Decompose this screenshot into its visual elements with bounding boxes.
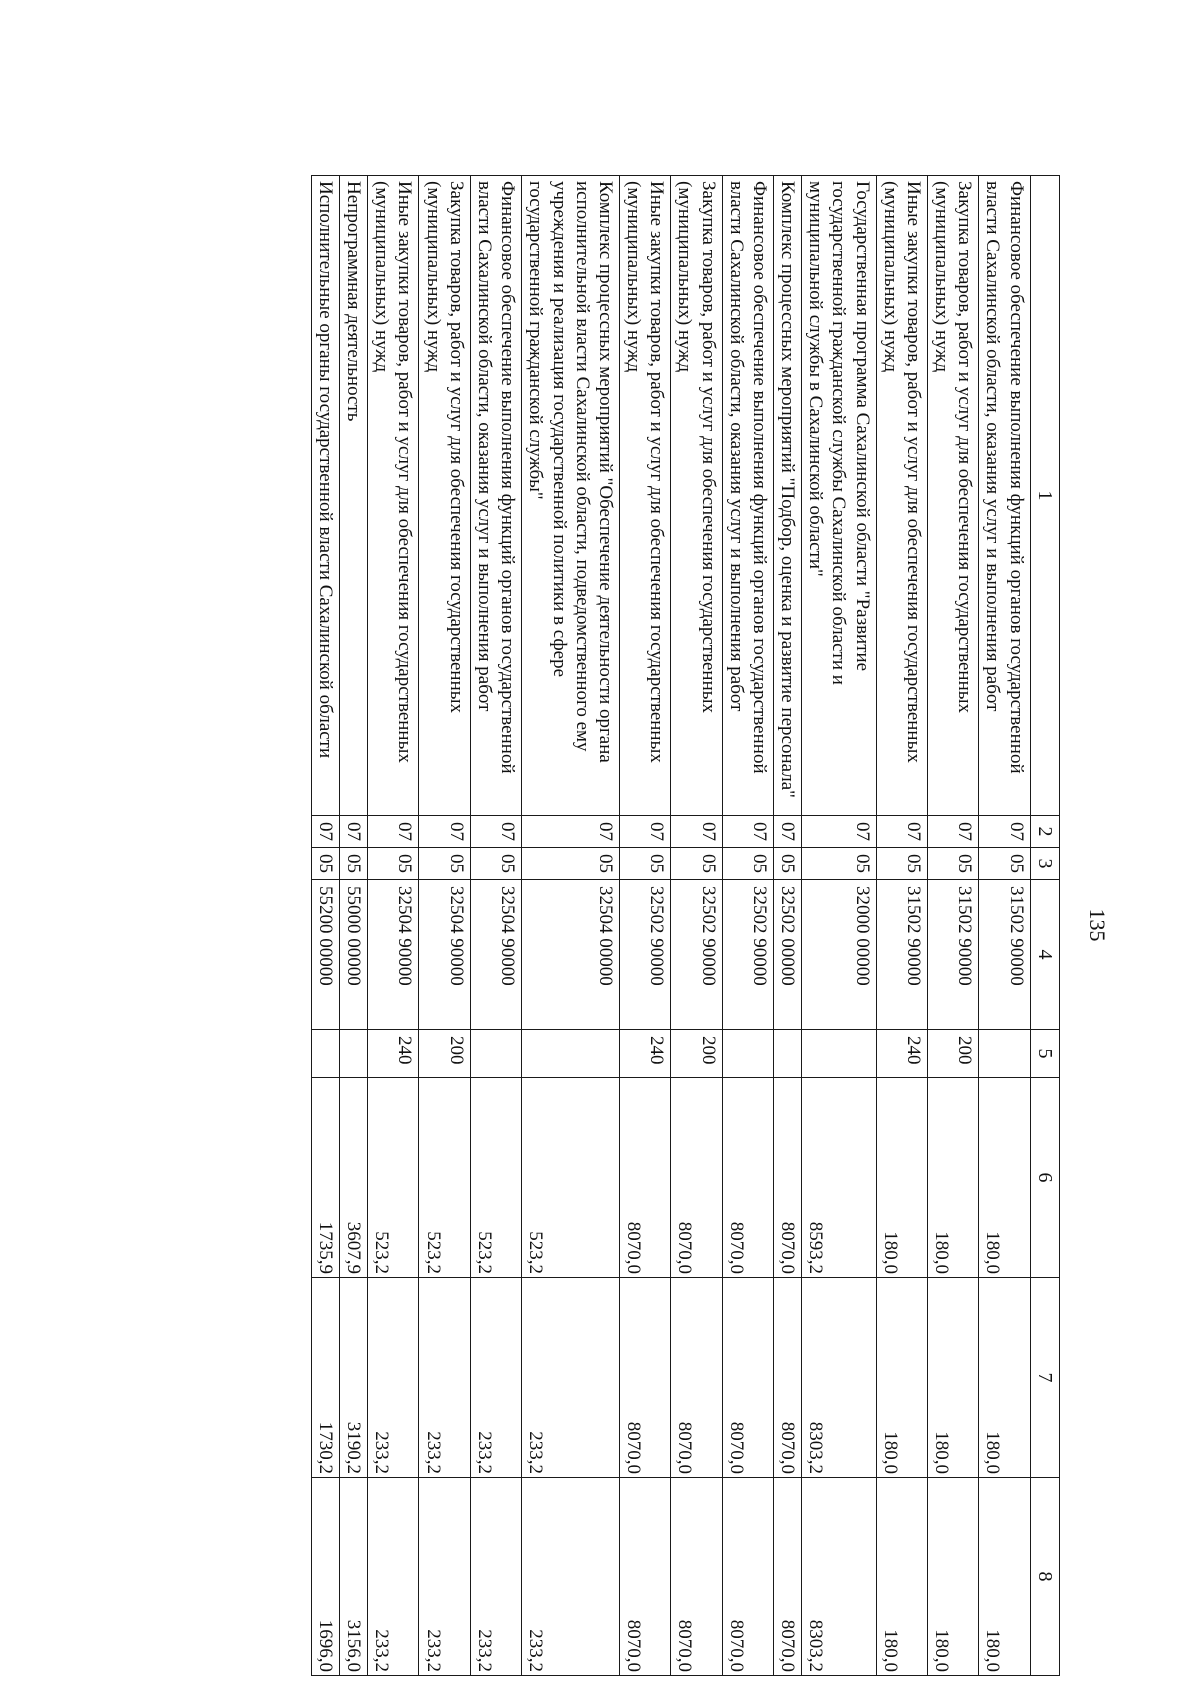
row-target-article: 32502 90000 [671,880,722,1030]
row-expense-type [802,1030,877,1078]
row-section: 07 [979,816,1030,848]
header-col-1: 1 [1030,176,1059,816]
row-subsection: 05 [339,848,367,880]
row-amount-col6: 8070,0 [671,1078,722,1278]
header-col-2: 2 [1030,816,1059,848]
row-name: Финансовое обеспечение выполнения функций органов государственной власти Сахалинской области, оказания услуг и выполнения работ [979,176,1030,816]
row-subsection: 05 [470,848,521,880]
row-name: Комплекс процессных мероприятий "Обеспечение деятельности органа исполнительной власти Сахалинской области, подведомственного ему учреждения и реализация государственной политики в сфере государственной гражданской службы" [522,176,620,816]
row-amount-col8: 180,0 [979,1478,1030,1676]
row-section: 07 [339,816,367,848]
row-amount-col8: 180,0 [927,1478,978,1676]
row-section: 07 [671,816,722,848]
row-amount-col6: 180,0 [927,1078,978,1278]
row-expense-type [339,1030,367,1078]
row-section: 07 [470,816,521,848]
table-row [773,176,801,1676]
row-amount-col8: 8303,2 [802,1478,877,1676]
row-amount-col8: 3156,0 [339,1478,367,1676]
header-col-7: 7 [1030,1278,1059,1478]
row-target-article: 55000 00000 [339,880,367,1030]
row-name: Закупка товаров, работ и услуг для обеспечения государственных (муниципальных) нужд [927,176,978,816]
row-amount-col7: 8303,2 [802,1278,877,1478]
row-amount-col7: 233,2 [470,1278,521,1478]
row-amount-col8: 233,2 [368,1478,419,1676]
budget-table [311,175,1060,1676]
row-amount-col7: 233,2 [522,1278,620,1478]
row-section: 07 [876,816,927,848]
rotated-document-page [80,175,1110,1675]
row-expense-type [311,1030,339,1078]
row-amount-col6: 8070,0 [619,1078,670,1278]
row-subsection: 05 [876,848,927,880]
header-col-4: 4 [1030,880,1059,1030]
row-expense-type [470,1030,521,1078]
row-target-article: 32504 90000 [368,880,419,1030]
table-row [979,176,1030,1676]
row-amount-col7: 1730,2 [311,1278,339,1478]
row-subsection: 05 [368,848,419,880]
row-amount-col6: 3607,9 [339,1078,367,1278]
row-amount-col8: 8070,0 [722,1478,773,1676]
row-name: Финансовое обеспечение выполнения функций органов государственной власти Сахалинской области, оказания услуг и выполнения работ [722,176,773,816]
row-name: Закупка товаров, работ и услуг для обеспечения государственных (муниципальных) нужд [419,176,470,816]
row-amount-col6: 180,0 [979,1078,1030,1278]
table-row [311,176,339,1676]
row-name: Государственная программа Сахалинской области "Развитие государственной гражданской службы Сахалинской области и муниципальной службы в Сахалинской области" [802,176,877,816]
row-expense-type [773,1030,801,1078]
row-name: Комплекс процессных мероприятий "Подбор, оценка и развитие персонала" [773,176,801,816]
table-header-row [1030,176,1059,1676]
row-target-article: 31502 90000 [927,880,978,1030]
row-target-article: 32504 90000 [470,880,521,1030]
row-target-article: 32502 90000 [619,880,670,1030]
row-subsection: 05 [773,848,801,880]
table-row [619,176,670,1676]
row-subsection: 05 [419,848,470,880]
header-col-5: 5 [1030,1030,1059,1078]
row-target-article: 32504 00000 [522,880,620,1030]
table-row [470,176,521,1676]
table-row [802,176,877,1676]
row-target-article: 55200 00000 [311,880,339,1030]
row-amount-col7: 180,0 [979,1278,1030,1478]
row-section: 07 [619,816,670,848]
row-amount-col8: 233,2 [522,1478,620,1676]
row-section: 07 [722,816,773,848]
table-row [722,176,773,1676]
row-amount-col7: 8070,0 [722,1278,773,1478]
table-row [927,176,978,1676]
table-row [339,176,367,1676]
row-amount-col6: 8593,2 [802,1078,877,1278]
row-target-article: 32502 00000 [773,880,801,1030]
row-amount-col8: 8070,0 [671,1478,722,1676]
row-expense-type [522,1030,620,1078]
row-amount-col6: 523,2 [368,1078,419,1278]
row-name: Иные закупки товаров, работ и услуг для обеспечения государственных (муниципальных) нужд [368,176,419,816]
header-col-6: 6 [1030,1078,1059,1278]
row-subsection: 05 [722,848,773,880]
row-section: 07 [368,816,419,848]
row-section: 07 [522,816,620,848]
table-row [522,176,620,1676]
row-amount-col8: 180,0 [876,1478,927,1676]
row-subsection: 05 [979,848,1030,880]
row-amount-col7: 8070,0 [619,1278,670,1478]
row-amount-col7: 180,0 [927,1278,978,1478]
row-expense-type [722,1030,773,1078]
row-amount-col6: 523,2 [522,1078,620,1278]
row-amount-col8: 1696,0 [311,1478,339,1676]
row-subsection: 05 [802,848,877,880]
row-amount-col8: 233,2 [419,1478,470,1676]
row-amount-col7: 8070,0 [671,1278,722,1478]
row-subsection: 05 [522,848,620,880]
row-name: Исполнительные органы государственной власти Сахалинской области [311,176,339,816]
row-amount-col7: 180,0 [876,1278,927,1478]
row-name: Закупка товаров, работ и услуг для обеспечения государственных (муниципальных) нужд [671,176,722,816]
table-row [671,176,722,1676]
row-name: Иные закупки товаров, работ и услуг для обеспечения государственных (муниципальных) нужд [619,176,670,816]
row-name: Финансовое обеспечение выполнения функций органов государственной власти Сахалинской области, оказания услуг и выполнения работ [470,176,521,816]
row-amount-col6: 523,2 [470,1078,521,1278]
row-section: 07 [419,816,470,848]
row-amount-col6: 8070,0 [773,1078,801,1278]
row-target-article: 31502 90000 [876,880,927,1030]
row-amount-col6: 8070,0 [722,1078,773,1278]
header-col-8: 8 [1030,1478,1059,1676]
row-expense-type: 240 [619,1030,670,1078]
row-section: 07 [802,816,877,848]
row-amount-col6: 1735,9 [311,1078,339,1278]
row-target-article: 32504 90000 [419,880,470,1030]
page-number: 135 [1085,908,1110,942]
row-subsection: 05 [311,848,339,880]
row-expense-type: 240 [876,1030,927,1078]
row-amount-col8: 8070,0 [773,1478,801,1676]
header-col-3: 3 [1030,848,1059,880]
row-amount-col6: 180,0 [876,1078,927,1278]
row-subsection: 05 [619,848,670,880]
table-row [876,176,927,1676]
row-subsection: 05 [927,848,978,880]
row-amount-col7: 8070,0 [773,1278,801,1478]
row-expense-type: 200 [419,1030,470,1078]
row-name: Иные закупки товаров, работ и услуг для обеспечения государственных (муниципальных) нужд [876,176,927,816]
row-amount-col8: 233,2 [470,1478,521,1676]
row-amount-col6: 523,2 [419,1078,470,1278]
row-amount-col7: 3190,2 [339,1278,367,1478]
row-expense-type: 240 [368,1030,419,1078]
row-section: 07 [311,816,339,848]
row-target-article: 32000 00000 [802,880,877,1030]
table-row [368,176,419,1676]
row-target-article: 32502 90000 [722,880,773,1030]
row-section: 07 [927,816,978,848]
row-expense-type [979,1030,1030,1078]
row-amount-col7: 233,2 [368,1278,419,1478]
row-expense-type: 200 [671,1030,722,1078]
row-name: Непрограммная деятельность [339,176,367,816]
row-section: 07 [773,816,801,848]
row-subsection: 05 [671,848,722,880]
row-amount-col8: 8070,0 [619,1478,670,1676]
row-expense-type: 200 [927,1030,978,1078]
row-amount-col7: 233,2 [419,1278,470,1478]
row-target-article: 31502 90000 [979,880,1030,1030]
table-row [419,176,470,1676]
